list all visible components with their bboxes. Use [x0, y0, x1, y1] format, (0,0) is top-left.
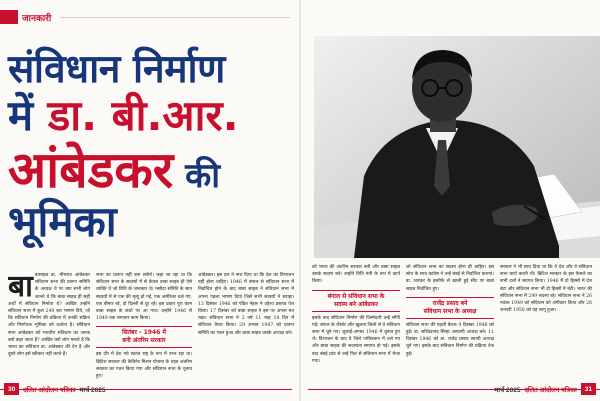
magazine-name: दलित आंदोलन पत्रिका — [23, 386, 76, 394]
magazine-name: दलित आंदोलन पत्रिका — [524, 386, 577, 394]
subheading-line-2: संविधान सभा के अध्यक्ष — [423, 307, 477, 315]
headline-line-4: भूमिका — [8, 197, 117, 246]
section-label: जानकारी — [22, 12, 52, 23]
page-gutter — [299, 0, 301, 401]
body-text: आंबेडकर। इस दल ने नारा दिया था कि देश का विभाजन नहीं होना चाहिए। 1946 में बंगाल से संविधान सभा में निर्वाचित होने के बाद बाबा साहब ने संविधान सभा में अपना पहला भाषण दिया जिसे सभी सदस्यों ने सराहा। 13 दिसंबर 1946 को पंडित नेहरू ने उद्देश्य प्रस्ताव पेश किया। 17 दिसंबर को बाबा साहब ने इस पर अपना मत रखा। संविधान सभा ने 2 वर्ष 11 माह 18 दिन में संविधान तैयार किया। 29 अगस्त 1947 को प्रारूप समिति का गठन हुआ और बाबा साहब उसके अध्यक्ष बने। — [198, 273, 294, 336]
body-text: इसके बाद संविधान निर्माण की जिम्मेदारी उन्हें सौंपी गई। बंगाल के जैसोर और खुलना जिलों से वे संविधान सभा में चुने गए। जुलाई-अगस्त 1946 में चुनाव हुए थे। विभाजन के बाद ये जिले पाकिस्तान में चले गए और बाबा साहब की सदस्यता समाप्त हो गई। इसके बाद बंबई प्रांत से उन्हें फिर से संविधान सभा में भेजा गया। — [312, 315, 400, 364]
body-text: सभा का प्रारूप नहीं बना सकेंगे। कहा जा रहा था कि संविधान सभा के सदस्यों में से केवल बाबा साहब ही ऐसे व्यक्ति थे जो विधि के जानकार थे। मसौदा समिति के सात सदस्यों में से एक की मृत्यु हो गई, एक अमेरिका चले गए, एक बीमार रहे, दो दिल्ली से दूर रहे। इस प्रकार पूरा काम बाबा साहब के कंधों पर आ गया। उन्होंने 1946 से 1949 तक लगातार काम किया। — [96, 273, 192, 322]
subheading-line-2: बनी अंतरिम सरकार — [122, 337, 166, 345]
headline-surname: आंबेडकर — [8, 141, 174, 199]
body-column-2 — [96, 272, 192, 382]
drop-cap: बा — [8, 272, 33, 304]
headline-line-2 — [8, 91, 298, 140]
subheading — [96, 326, 192, 348]
headline-line-1: संविधान निर्माण — [8, 47, 225, 92]
body-text: सरकार ने भी साथ दिया था कि ये देश और वे संविधान सभा कार्य करती थी। ब्रिटिश सरकार के इस फैसले का सभी दलों ने स्वागत किया। 1946 में दो हिस्सों में देश बंटा और संविधान सभा भी दो हिस्सों में बंटी। भारत की संविधान सभा में 299 सदस्य रहे। संविधान सभा ने 26 नवंबर 1949 को संविधान को अंगीकार किया और 26 जनवरी 1950 को यह लागू हुआ। — [500, 265, 592, 314]
body-text: जो संविधान सभा का सदस्य होना ही चाहिए। इस सोच के साथ कांग्रेस ने उन्हें बंबई से निर्वाचित कराया। डा. जयकर के इस्तीफे से खाली हुई सीट पर बाबा साहब निर्वाचित हुए। — [406, 265, 494, 292]
subheading — [312, 290, 400, 312]
subheading-line-1: राजेंद्र प्रसाद बने — [432, 299, 468, 307]
body-column-6 — [500, 264, 592, 382]
portrait-photo — [314, 36, 600, 258]
body-text: इस दौर में देश नये स्वतंत्र राष्ट्र के रूप में उभर रहा था। ब्रिटिश सरकार की कैबिनेट मिशन योजना के तहत अंतरिम सरकार का गठन किया गया और संविधान सभा के चुनाव हुए। — [96, 352, 192, 380]
portrait-illustration — [314, 36, 600, 258]
subheading — [406, 297, 494, 319]
page-number: 30 — [4, 383, 19, 395]
headline-line-3-suffix: की — [173, 156, 221, 196]
footer-left — [4, 383, 106, 395]
headline — [8, 47, 298, 246]
page-number: 31 — [581, 383, 596, 395]
subheading-line-1: सितंबर - 1946 में — [122, 329, 166, 337]
headline-name-initials: डा. बी.आर. — [47, 91, 239, 140]
section-tag — [0, 10, 51, 24]
body-column-5 — [406, 264, 494, 382]
section-rule — [60, 17, 290, 18]
section-tag-bar — [0, 10, 18, 24]
subheading-line-2: सदस्य बने आंबेडकर — [334, 300, 378, 308]
body-text: संविधान सभा की पहली बैठक 9 दिसंबर 1946 को हुई। डा. सच्चिदानंद सिन्हा अस्थायी अध्यक्ष बने। 11 दिसंबर 1946 को डा. राजेंद्र प्रसाद स्थायी अध्यक्ष चुने गए। इसके बाद संविधान निर्माण की प्रक्रिया तेज हुई। — [406, 322, 494, 357]
body-column-3 — [198, 272, 294, 382]
body-text: को भारत की अंतरिम सरकार बनी और बाबा साहब उसके सदस्य बने। उन्होंने विधि मंत्री के रूप में कार्य किया। — [312, 265, 400, 285]
body-column-4 — [312, 264, 400, 382]
issue-date: मार्च 2025 — [79, 386, 106, 394]
headline-line-3 — [8, 141, 298, 199]
subheading-line-1: बंगाल से संविधान सभा के — [327, 292, 385, 300]
issue-date: मार्च 2025 — [494, 386, 521, 394]
body-text: बासाहब डा. भीमराव आंबेडकर संविधान सभा की प्रारूप समिति के अध्यक्ष थे पर क्या सभी लोग जानते थे कि बाबा साहब ही सही अर्थों में संविधान निर्माता थे? आखिर उन्होंने संविधान सभा में कुल 249 बार भाषण दिये, जो कि संविधान निर्माण की प्रक्रिया में उनकी सक्रिय और निर्णायक भूमिका को दर्शाता है। संविधान सभा आंबेडकर को भारतीय संविधान का जनक क्यों कहा जाता है? आखिर क्यों लोग मानते हैं कि भारत का संविधान डा. आंबेडकर की देन है और दूसरे लोग इसे स्वीकार नहीं करते हैं। — [8, 273, 90, 358]
footer-right — [495, 383, 597, 395]
body-column-1 — [8, 272, 90, 382]
headline-line-2-prefix: में — [8, 91, 48, 140]
